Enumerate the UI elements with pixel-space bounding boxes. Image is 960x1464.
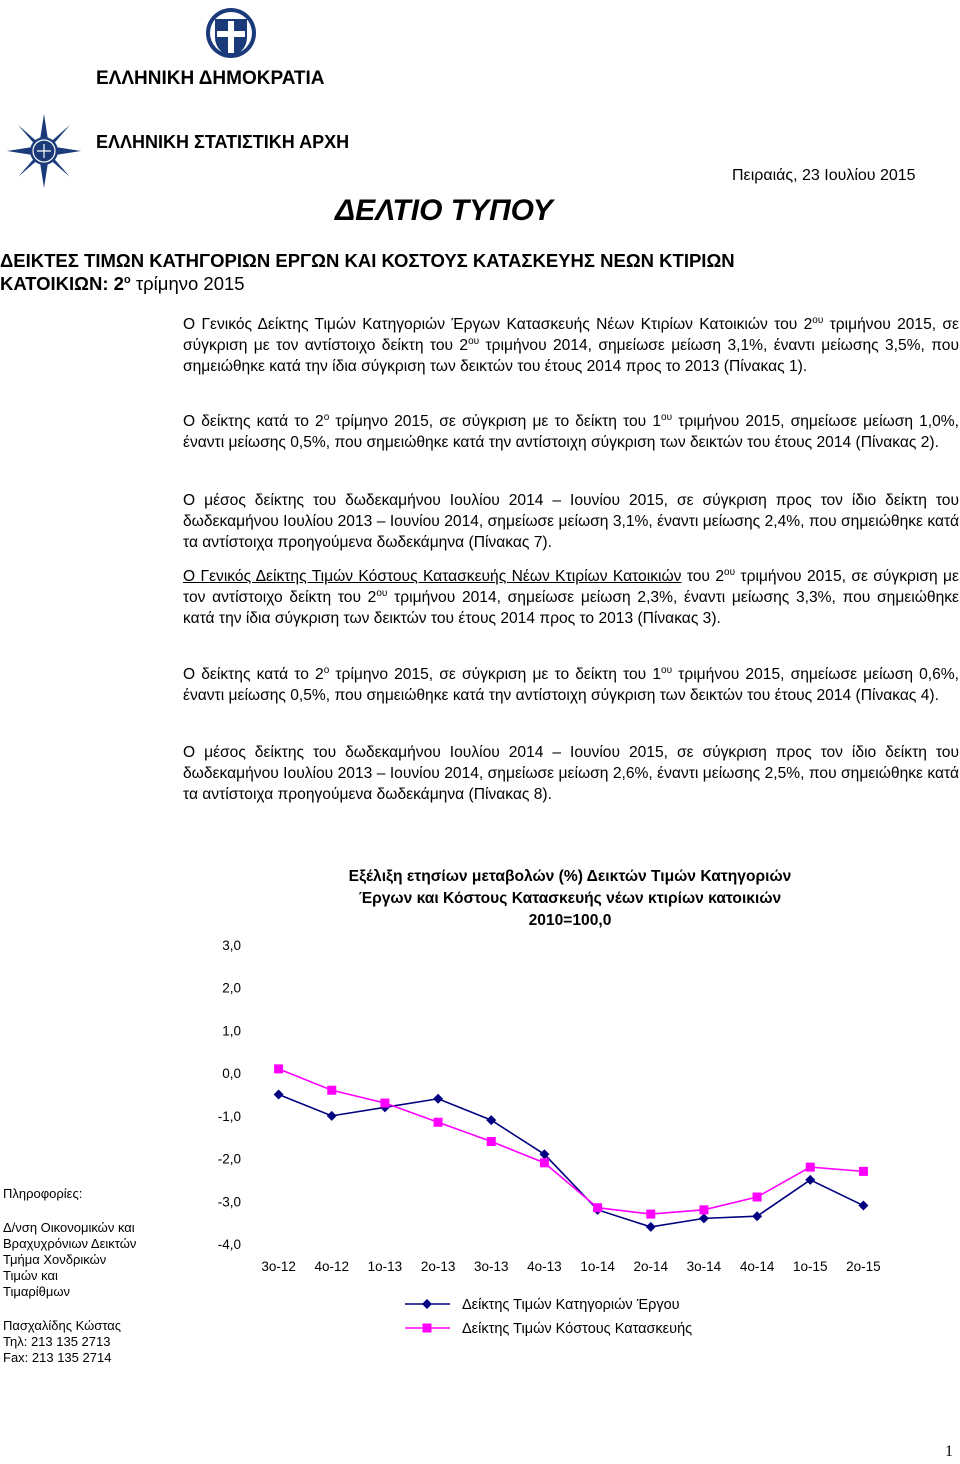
chart-title-line-3: 2010=100,0 — [528, 912, 612, 929]
contact-info — [3, 1186, 178, 1366]
page-number: 1 — [945, 1443, 953, 1460]
y-tick-label: 2,0 — [222, 980, 241, 996]
x-tick-label: 1ο-15 — [792, 1259, 828, 1274]
contact-fax: Fax: 213 135 2714 — [3, 1350, 112, 1365]
place-date: Πειραιάς, 23 Ιουλίου 2015 — [732, 167, 916, 184]
data-point-square — [540, 1158, 549, 1167]
contact-name: Πασχαλίδης Κώστας — [3, 1318, 122, 1333]
x-tick-label: 1ο-14 — [580, 1259, 615, 1274]
paragraph-6: Ο μέσος δείκτης του δωδεκαμήνου Ιουλίου 2014 – Ιουνίου 2015, σε σύγκριση προς τον ίδιο δείκτη του δωδεκαμήνου Ιουλίου 2013 – Ιουνίου 2014, σημείωσε μείωση 2,6%, έναντι μείωσης 2,5%, που σημειώθηκε κατά τα αντίστοιχα προηγούμενα δωδεκάμηνα (Πίνακας 8). — [183, 744, 959, 803]
x-tick-label: 3ο-13 — [473, 1259, 509, 1274]
y-tick-label: -4,0 — [217, 1237, 241, 1252]
paragraph-4: Ο Γενικός Δείκτης Τιμών Κόστους Κατασκευής Νέων Κτιρίων Κατοικιών του $2^{o\upsilon}$ τριμήνου 2015, σε σύγκριση με τον αντίστοιχο δείκτη του $2^{o\upsilon}$ τριμήνου 2014, σημείωσε μείωση 2,3%, έναντι μείωσης 3,3%, που σημειώθηκε κατά την ίδια σύγκριση των δεικτών του έτους 2014 προς το 2013 (Πίνακας 3). — [183, 566, 959, 627]
x-tick-label: 4ο-14 — [739, 1259, 775, 1274]
x-tick-label: 1ο-13 — [367, 1259, 403, 1274]
data-point-diamond — [699, 1213, 709, 1223]
data-point-square — [380, 1099, 389, 1108]
y-tick-label: -3,0 — [217, 1194, 241, 1210]
y-tick-label: 3,0 — [222, 938, 241, 953]
legend-marker-square — [423, 1324, 432, 1333]
data-point-diamond — [646, 1222, 656, 1232]
data-point-diamond — [486, 1115, 496, 1125]
x-tick-label: 3ο-14 — [686, 1259, 722, 1274]
data-point-square — [593, 1203, 602, 1212]
data-point-square — [699, 1205, 708, 1214]
document-title: ΔΕΛΤΙΟ ΤΥΠΟΥ — [335, 194, 553, 227]
data-point-square — [859, 1167, 868, 1176]
info-label: Πληροφορίες: — [3, 1186, 83, 1201]
data-point-diamond — [805, 1175, 815, 1185]
elstat-compass-logo — [5, 112, 83, 190]
y-tick-label: -1,0 — [217, 1108, 241, 1124]
legend-marker-diamond — [422, 1299, 432, 1309]
contact-phone: Τηλ: 213 135 2713 — [3, 1334, 111, 1349]
chart-title — [290, 866, 850, 932]
y-tick-label: 1,0 — [222, 1023, 241, 1039]
authority-heading: ΕΛΛΗΝΙΚΗ ΣΤΑΤΙΣΤΙΚΗ ΑΡΧΗ — [96, 132, 350, 152]
chart-title-line-1: Εξέλιξη ετησίων μεταβολών (%) Δεικτών Τιμών Κατηγοριών — [348, 868, 792, 885]
republic-heading: ΕΛΛΗΝΙΚΗ ΔΗΜΟΚΡΑΤΙΑ — [96, 68, 325, 89]
x-tick-label: 4ο-13 — [527, 1259, 562, 1274]
paragraph-3: Ο μέσος δείκτης του δωδεκαμήνου Ιουλίου 2014 – Ιουνίου 2015, σε σύγκριση προς τον ίδιο δείκτη του δωδεκαμήνου Ιουλίου 2013 – Ιουνίου 2014, σημείωσε μείωση 3,1%, έναντι μείωσης 2,4%, που σημειώθηκε κατά τα αντίστοιχα προηγούμενα δωδεκάμηνα (Πίνακας 7). — [183, 492, 959, 551]
subject-line-1: ΔΕΙΚΤΕΣ ΤΙΜΩΝ ΚΑΤΗΓΟΡΙΩΝ ΕΡΓΩΝ ΚΑΙ ΚΟΣΤΟΥΣ ΚΑΤΑΣΚΕΥΗΣ ΝΕΩΝ ΚΤΙΡΙΩΝ — [0, 250, 735, 271]
data-point-diamond — [327, 1111, 337, 1121]
series-line — [279, 1095, 864, 1227]
data-point-diamond — [752, 1211, 762, 1221]
data-point-square — [806, 1163, 815, 1172]
x-tick-label: 4ο-12 — [314, 1259, 350, 1274]
greek-coat-of-arms-logo — [205, 5, 257, 61]
x-tick-label: 2ο-14 — [633, 1259, 669, 1274]
data-point-diamond — [858, 1201, 868, 1211]
data-point-square — [434, 1118, 443, 1127]
legend-label: Δείκτης Τιμών Κόστους Κατασκευής — [462, 1321, 693, 1337]
data-point-square — [753, 1193, 762, 1202]
data-point-square — [487, 1137, 496, 1146]
x-tick-label: 2ο-15 — [846, 1259, 881, 1274]
data-point-square — [327, 1086, 336, 1095]
data-point-diamond — [433, 1094, 443, 1104]
line-chart — [190, 930, 910, 1350]
data-point-diamond — [274, 1090, 284, 1100]
dept-line: Δ/νση Οικονομικών και — [3, 1220, 135, 1235]
data-point-square — [646, 1210, 655, 1219]
x-tick-label: 2ο-13 — [420, 1259, 456, 1274]
subject-line-2: ΚΑΤΟΙΚΙΩΝ: $2^o$ τρίμηνο 2015 — [0, 273, 245, 294]
series-line — [279, 1069, 864, 1214]
paragraph-5: Ο δείκτης κατά το $2^o$ τρίμηνο 2015, σε σύγκριση με το δείκτη του $1^{o\upsilon}$ τριμήνου 2015, σημείωσε μείωση 0,6%, έναντι μείωσης 0,5%, που σημειώθηκε κατά την αντίστοιχη σύγκριση των δεικτών του έτους 2014 (Πίνακας 4). — [183, 664, 960, 704]
y-tick-label: -2,0 — [217, 1151, 241, 1167]
dept-line: Τιμών και — [3, 1268, 58, 1283]
chart-title-line-2: Έργων και Κόστους Κατασκευής νέων κτιρίων κατοικιών — [358, 890, 782, 907]
paragraph-1: Ο Γενικός Δείκτης Τιμών Κατηγοριών Έργων Κατασκευής Νέων Κτιρίων Κατοικιών του $2^{o\upsilon}$ τριμήνου 2015, σε σύγκριση με τον αντίστοιχο δείκτη του $2^{o\upsilon}$ τριμήνου 2014, σημείωσε μείωση 3,1%, έναντι μείωσης 3,5%, που σημειώθηκε κατά την ίδια σύγκριση των δεικτών του έτους 2014 προς το 2013 (Πίνακας 1). — [183, 314, 959, 375]
data-point-square — [274, 1064, 283, 1073]
x-tick-label: 3ο-12 — [261, 1259, 296, 1274]
dept-line: Τμήμα Χονδρικών — [3, 1252, 107, 1267]
paragraph-2: Ο δείκτης κατά το $2^o$ τρίμηνο 2015, σε σύγκριση με το δείκτη του $1^{o\upsilon}$ τριμήνου 2015, σημείωσε μείωση 1,0%, έναντι μείωσης 0,5%, που σημειώθηκε κατά την αντίστοιχη σύγκριση των δεικτών του έτους 2014 (Πίνακας 2). — [183, 411, 960, 451]
y-tick-label: 0,0 — [222, 1066, 241, 1082]
dept-line: Βραχυχρόνιων Δεικτών — [3, 1236, 137, 1251]
dept-line: Τιμαρίθμων — [3, 1284, 71, 1299]
legend-label: Δείκτης Τιμών Κατηγοριών Έργου — [462, 1297, 680, 1313]
